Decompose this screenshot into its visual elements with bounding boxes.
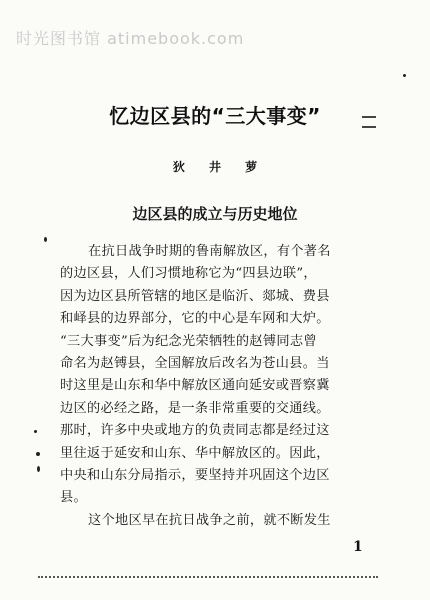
text-line: 县。 — [60, 490, 87, 506]
text-line: 命名为赵镈县，全国解放后改名为苍山县。当 — [60, 356, 330, 372]
article-title: 忆边区县的“三大事变” — [109, 104, 321, 128]
paragraph — [60, 241, 384, 510]
text-line: 时这里是山东和华中解放区通向延安或晋察冀 — [60, 378, 330, 394]
scan-speck — [36, 452, 40, 456]
text-line: 里往返于延安和山东、华中解放区的。因此， — [60, 445, 330, 461]
text-line: 中央和山东分局指示，要坚持并巩固这个边区 — [60, 468, 330, 484]
text-line: 在抗日战争时期的鲁南解放区，有个著名 — [88, 244, 331, 259]
section-heading: 边区县的成立与历史地位 — [132, 205, 298, 223]
text-line: 的边区县，人们习惯地称它为“四县边联”， — [60, 266, 317, 282]
text-line: 这个地区早在抗日战争之前，就不断发生 — [88, 512, 331, 528]
bottom-scan-rule — [38, 576, 378, 578]
text-line: 和峄县的边界部分，它的中心是车网和大炉。 — [60, 311, 330, 327]
scan-speck — [403, 74, 406, 77]
watermark-text: 时光图书馆 atimebook.com — [16, 29, 245, 48]
text-line: 边区的必经之路，是一条非常重要的交通线。 — [60, 400, 330, 416]
text-line: 因为边区县所管辖的地区是临沂、郯城、费县 — [60, 288, 330, 304]
text-line: “三大事变”后为纪念光荣牺牲的赵镈同志曾 — [60, 333, 317, 349]
body-text — [60, 241, 384, 532]
author-name: 狄 井 萝 — [172, 160, 268, 174]
text-line: 那时，许多中央或地方的负责同志都是经过这 — [60, 423, 330, 439]
scan-speck — [37, 466, 40, 472]
scan-speck — [34, 430, 37, 433]
page-number: 1 — [353, 539, 363, 555]
paragraph — [60, 510, 384, 532]
title-decoration-mark — [362, 116, 376, 128]
scan-speck — [44, 237, 47, 242]
